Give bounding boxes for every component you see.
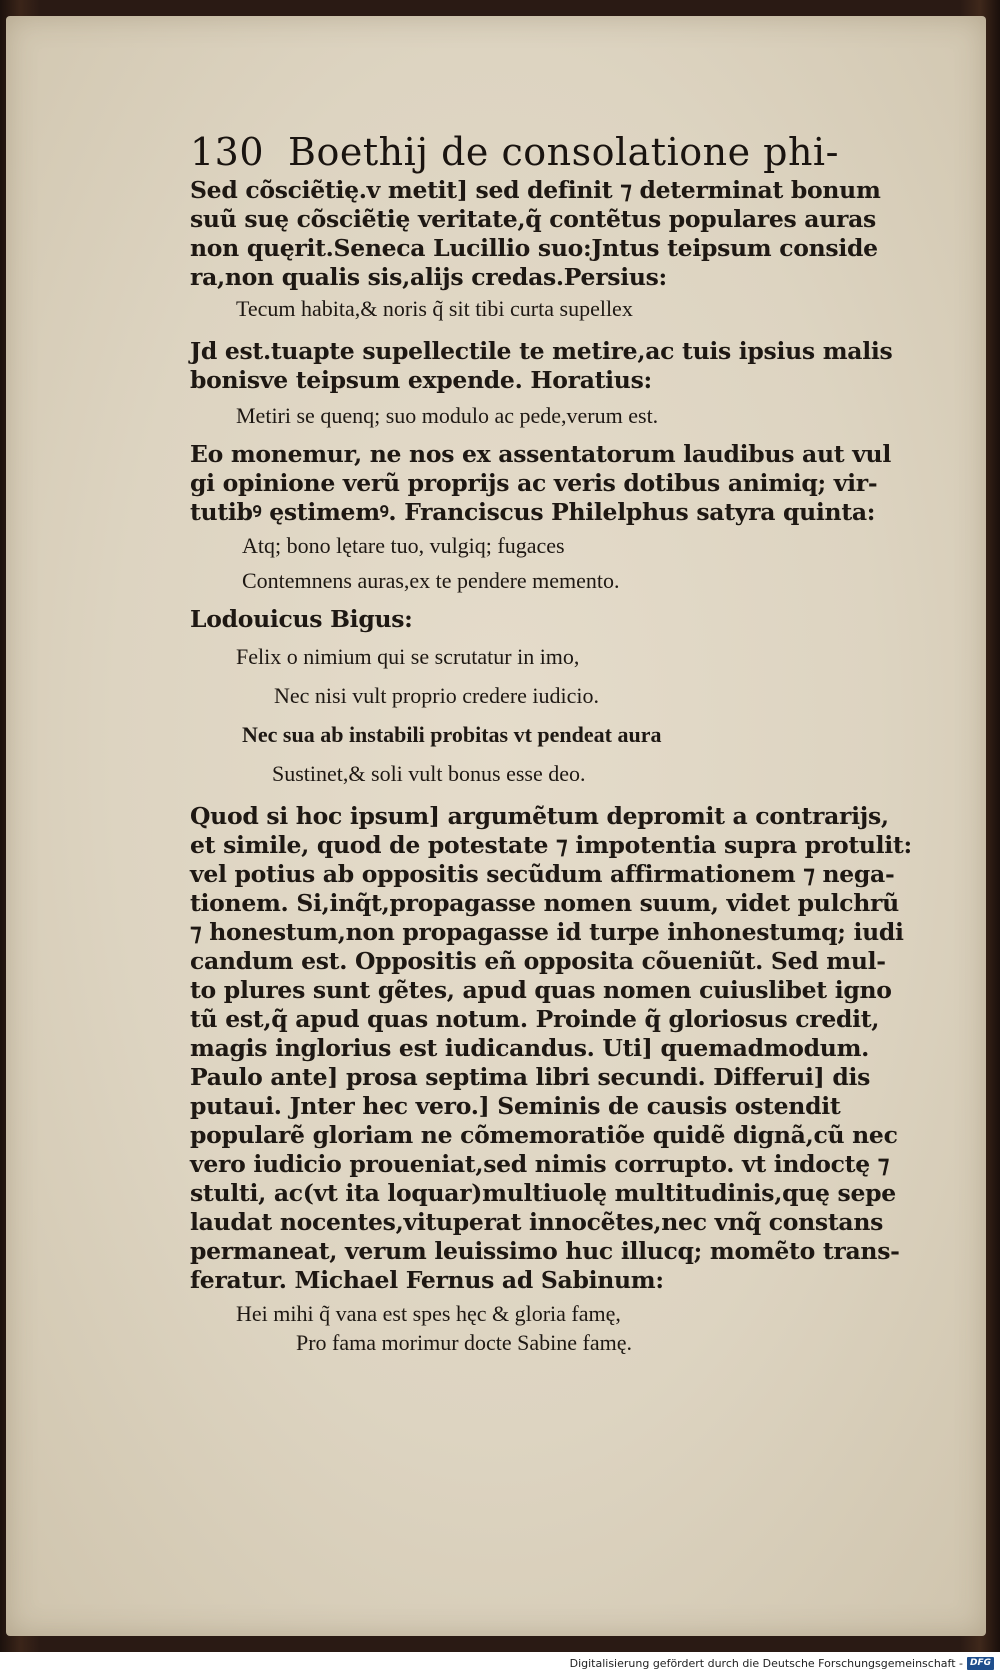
text-line: vero iudicio proueniat,sed nimis corrupto. vt indoctę ⁊ <box>190 1150 890 1178</box>
text-line: ⁊ honestum,non propagasse id turpe inhonestumq; iudi <box>190 918 904 946</box>
paragraph-4 <box>190 605 930 634</box>
text-line: Jd est.tuapte supellectile te metire,ac tuis ipsius malis <box>190 337 893 365</box>
paragraph-3 <box>190 440 930 527</box>
verse-line: Tecum habita,& noris q̃ sit tibi curta supellex <box>236 296 633 321</box>
text-line: to plures sunt gẽtes, apud quas nomen cuiuslibet igno <box>190 976 892 1004</box>
text-line: popularẽ gloriam ne cõmemoratiõe quidẽ dignã,cũ nec <box>190 1121 898 1149</box>
credit-text: Digitalisierung gefördert durch die Deutsche Forschungsgemeinschaft - <box>569 1656 963 1670</box>
text-line: bonisve teipsum expende. Horatius: <box>190 366 652 394</box>
paragraph-5 <box>190 802 930 1295</box>
text-line: Lodouicus Bigus: <box>190 605 413 633</box>
text-line: tionem. Si,inq̃t,propagasse nomen suum, videt pulchrũ <box>190 889 899 917</box>
verse-line: Sustinet,& soli vult bonus esse deo. <box>272 761 586 786</box>
page-number: 130 <box>190 130 265 174</box>
text-line: candum est. Oppositis eñ opposita cõueniũt. Sed mul- <box>190 947 886 975</box>
text-line: gi opinione verũ proprijs ac veris dotibus animiq; vir- <box>190 469 878 497</box>
text-line: Sed cõsciẽtię.v metit] sed definit ⁊ determinat bonum <box>190 176 881 204</box>
text-line: permaneat, verum leuissimo huc illucq; momẽto trans- <box>190 1237 900 1265</box>
text-line: suũ suę cõsciẽtię veritate,q̃ contẽtus populares auras <box>190 205 876 233</box>
text-line: Quod si hoc ipsum] argumẽtum depromit a contrarijs, <box>190 802 889 830</box>
text-line: stulti, ac(vt ita loquar)multiuolę multitudinis,quę sepe <box>190 1179 896 1207</box>
text-line: Paulo ante] prosa septima libri secundi. Differui] dis <box>190 1063 871 1091</box>
running-header <box>190 128 930 176</box>
running-title: Boethij de consolatione phi- <box>288 130 839 174</box>
verse-line: Hei mihi q̃ vana est spes hęc & gloria famę, <box>236 1301 621 1326</box>
verse-line: Felix o nimium qui se scrutatur in imo, <box>236 644 580 669</box>
text-line: ra,non qualis sis,alijs credas.Persius: <box>190 263 667 291</box>
paragraph-2 <box>190 337 930 395</box>
text-line: tutibꝰ ęstimemꝰ. Franciscus Philelphus satyra quinta: <box>190 498 876 526</box>
text-line: tũ est,q̃ apud quas notum. Proinde q̃ gloriosus credit, <box>190 1005 880 1033</box>
dfg-logo: DFG <box>967 1657 994 1670</box>
verse-line: Nec nisi vult proprio credere iudicio. <box>274 683 600 708</box>
verse-line: Metiri se quenq; suo modulo ac pede,verum est. <box>236 403 659 428</box>
text-line: laudat nocentes,vituperat innocẽtes,nec vnq̃ constans <box>190 1208 884 1236</box>
digitization-credit-bar <box>0 1652 1000 1673</box>
text-line: et simile, quod de potestate ⁊ impotentia supra protulit: <box>190 831 912 859</box>
text-line: putaui. Jnter hec vero.] Seminis de causis ostendit <box>190 1092 841 1120</box>
verse-line: Contemnens auras,ex te pendere memento. <box>242 568 620 593</box>
verse-line: Nec sua ab instabili probitas vt pendeat aura <box>242 722 662 747</box>
text-line: vel potius ab oppositis secũdum affirmationem ⁊ nega- <box>190 860 895 888</box>
verse-line: Pro fama morimur docte Sabine famę. <box>296 1330 633 1355</box>
text-line: non quęrit.Seneca Lucillio suo:Jntus teipsum conside <box>190 234 878 262</box>
text-block <box>190 128 930 1357</box>
verse-line: Atq; bono lętare tuo, vulgiq; fugaces <box>242 533 565 558</box>
text-line: magis inglorius est iudicandus. Uti] quemadmodum. <box>190 1034 870 1062</box>
paragraph-1 <box>190 176 930 292</box>
text-line: feratur. Michael Fernus ad Sabinum: <box>190 1266 664 1294</box>
book-page <box>6 16 986 1636</box>
text-line: Eo monemur, ne nos ex assentatorum laudibus aut vul <box>190 440 891 468</box>
